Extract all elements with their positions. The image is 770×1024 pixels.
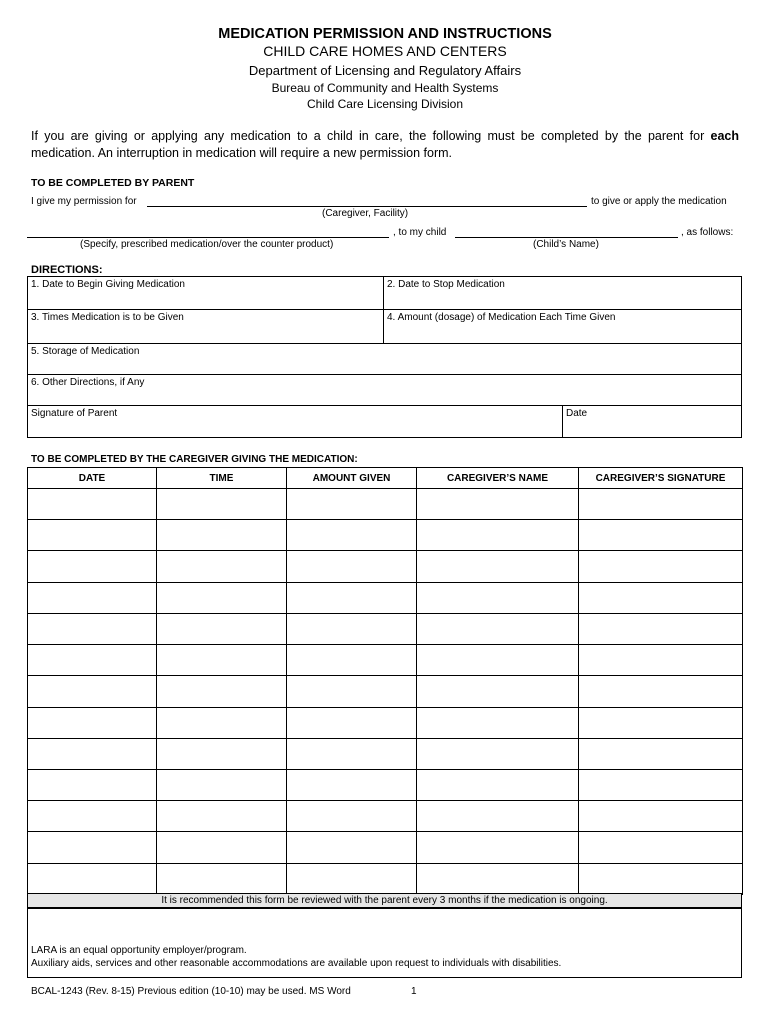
amount-cell[interactable] <box>287 551 417 582</box>
directions-row-divider <box>27 343 742 344</box>
child-name-field[interactable] <box>455 237 678 238</box>
time-cell[interactable] <box>157 582 287 613</box>
time-cell[interactable] <box>157 613 287 644</box>
directions-row-divider <box>27 374 742 375</box>
amount-cell[interactable] <box>287 520 417 551</box>
date-cell[interactable] <box>28 645 157 676</box>
medication-caption: (Specify, prescribed medication/over the counter product) <box>80 239 334 250</box>
date-cell[interactable] <box>28 489 157 520</box>
column-header-amount: AMOUNT GIVEN <box>287 468 417 489</box>
table-row <box>28 676 743 707</box>
amount-cell[interactable] <box>287 707 417 738</box>
bureau-name: Bureau of Community and Health Systems <box>271 81 499 95</box>
directions-col-divider <box>562 405 563 438</box>
medication-field[interactable] <box>27 237 389 238</box>
directions-heading: DIRECTIONS: <box>31 264 103 276</box>
caregiver-signature-cell[interactable] <box>579 582 743 613</box>
caregiver-name-cell[interactable] <box>417 645 579 676</box>
amount-cell[interactable] <box>287 863 417 894</box>
log-body <box>28 489 743 895</box>
table-row <box>28 801 743 832</box>
time-cell[interactable] <box>157 676 287 707</box>
give-apply-label: to give or apply the medication <box>591 196 727 207</box>
date-cell[interactable] <box>28 801 157 832</box>
amount-cell[interactable] <box>287 582 417 613</box>
time-cell[interactable] <box>157 551 287 582</box>
to-my-child-label: , to my child <box>393 227 447 238</box>
date-cell[interactable] <box>28 582 157 613</box>
table-row <box>28 551 743 582</box>
caregiver-name-cell[interactable] <box>417 801 579 832</box>
time-cell[interactable] <box>157 645 287 676</box>
time-cell[interactable] <box>157 863 287 894</box>
column-header-time: TIME <box>157 468 287 489</box>
caregiver-signature-cell[interactable] <box>579 613 743 644</box>
table-row <box>28 582 743 613</box>
accommodations-statement: Auxiliary aids, services and other reasonable accommodations are available upon request to individuals with disabilities. <box>31 958 562 969</box>
child-name-caption: (Child’s Name) <box>533 239 599 250</box>
caregiver-name-cell[interactable] <box>417 738 579 769</box>
other-directions-field[interactable]: 6. Other Directions, if Any <box>31 377 145 388</box>
caregiver-signature-cell[interactable] <box>579 738 743 769</box>
as-follows-label: , as follows: <box>681 227 734 238</box>
date-cell[interactable] <box>28 707 157 738</box>
storage-field[interactable]: 5. Storage of Medication <box>31 346 140 357</box>
date-cell[interactable] <box>28 551 157 582</box>
caregiver-name-cell[interactable] <box>417 551 579 582</box>
eeo-statement: LARA is an equal opportunity employer/program. <box>31 945 247 956</box>
date-stop-field[interactable]: 2. Date to Stop Medication <box>387 279 505 290</box>
date-begin-field[interactable]: 1. Date to Begin Giving Medication <box>31 279 185 290</box>
table-row <box>28 738 743 769</box>
review-note: It is recommended this form be reviewed with the parent every 3 months if the medication is ongoing. <box>27 893 742 908</box>
caregiver-signature-cell[interactable] <box>579 551 743 582</box>
column-header-caregiver-signature: CAREGIVER’S SIGNATURE <box>579 468 743 489</box>
date-cell[interactable] <box>28 863 157 894</box>
amount-cell[interactable] <box>287 832 417 863</box>
caregiver-name-cell[interactable] <box>417 863 579 894</box>
parent-section-heading: TO BE COMPLETED BY PARENT <box>31 177 195 189</box>
table-row <box>28 613 743 644</box>
date-cell[interactable] <box>28 832 157 863</box>
time-cell[interactable] <box>157 801 287 832</box>
intro-text-before: If you are giving or applying any medication to a child in care, the following must be completed by the parent for <box>31 129 711 143</box>
date-cell[interactable] <box>28 769 157 800</box>
amount-cell[interactable] <box>287 676 417 707</box>
intro-text-after: medication. An interruption in medication will require a new permission form. <box>31 146 453 160</box>
form-subtitle: CHILD CARE HOMES AND CENTERS <box>263 43 507 59</box>
caregiver-name-cell[interactable] <box>417 520 579 551</box>
directions-row-divider <box>27 405 742 406</box>
table-row <box>28 707 743 738</box>
amount-cell[interactable] <box>287 769 417 800</box>
form-id: BCAL-1243 (Rev. 8-15) Previous edition (10-10) may be used. MS Word <box>31 986 351 997</box>
time-cell[interactable] <box>157 489 287 520</box>
caregiver-signature-cell[interactable] <box>579 832 743 863</box>
caregiver-name-cell[interactable] <box>417 832 579 863</box>
medication-log-table <box>27 467 743 895</box>
table-row <box>28 832 743 863</box>
amount-cell[interactable] <box>287 801 417 832</box>
table-row <box>28 520 743 551</box>
signature-date-field[interactable]: Date <box>566 408 588 419</box>
caregiver-signature-cell[interactable] <box>579 863 743 894</box>
caregiver-name-cell[interactable] <box>417 676 579 707</box>
directions-box <box>27 276 742 438</box>
caregiver-name-cell[interactable] <box>417 613 579 644</box>
caregiver-name-cell[interactable] <box>417 769 579 800</box>
column-header-caregiver-name: CAREGIVER’S NAME <box>417 468 579 489</box>
caregiver-caption: (Caregiver, Facility) <box>322 208 409 219</box>
caregiver-signature-cell[interactable] <box>579 520 743 551</box>
directions-row-divider <box>27 309 742 310</box>
date-cell[interactable] <box>28 676 157 707</box>
caregiver-name-cell[interactable] <box>417 707 579 738</box>
amount-cell[interactable] <box>287 613 417 644</box>
directions-col-divider <box>383 276 384 343</box>
caregiver-facility-field[interactable] <box>147 206 587 207</box>
date-cell[interactable] <box>28 613 157 644</box>
time-cell[interactable] <box>157 769 287 800</box>
date-cell[interactable] <box>28 738 157 769</box>
amount-cell[interactable] <box>287 489 417 520</box>
department-name: Department of Licensing and Regulatory Affairs <box>248 63 522 78</box>
caregiver-section-heading: TO BE COMPLETED BY THE CAREGIVER GIVING THE MEDICATION: <box>31 454 358 465</box>
caregiver-signature-cell[interactable] <box>579 489 743 520</box>
caregiver-signature-cell[interactable] <box>579 676 743 707</box>
parent-signature-field[interactable]: Signature of Parent <box>31 408 118 419</box>
time-cell[interactable] <box>157 832 287 863</box>
caregiver-signature-cell[interactable] <box>579 707 743 738</box>
times-field[interactable]: 3. Times Medication is to be Given <box>31 312 184 323</box>
intro-bold-word: each <box>710 129 739 143</box>
column-header-date: DATE <box>28 468 157 489</box>
division-name: Child Care Licensing Division <box>306 97 464 111</box>
caregiver-signature-cell[interactable] <box>579 769 743 800</box>
time-cell[interactable] <box>157 707 287 738</box>
time-cell[interactable] <box>157 738 287 769</box>
caregiver-signature-cell[interactable] <box>579 645 743 676</box>
table-row <box>28 645 743 676</box>
permission-label: I give my permission for <box>31 196 137 207</box>
caregiver-name-cell[interactable] <box>417 489 579 520</box>
date-cell[interactable] <box>28 520 157 551</box>
table-row <box>28 489 743 520</box>
caregiver-name-cell[interactable] <box>417 582 579 613</box>
caregiver-signature-cell[interactable] <box>579 801 743 832</box>
time-cell[interactable] <box>157 520 287 551</box>
page-number: 1 <box>411 986 417 997</box>
amount-cell[interactable] <box>287 645 417 676</box>
amount-cell[interactable] <box>287 738 417 769</box>
form-title: MEDICATION PERMISSION AND INSTRUCTIONS <box>218 26 552 42</box>
table-row <box>28 863 743 894</box>
table-row <box>28 769 743 800</box>
intro-paragraph <box>31 128 739 162</box>
amount-field[interactable]: 4. Amount (dosage) of Medication Each Time Given <box>387 312 616 323</box>
